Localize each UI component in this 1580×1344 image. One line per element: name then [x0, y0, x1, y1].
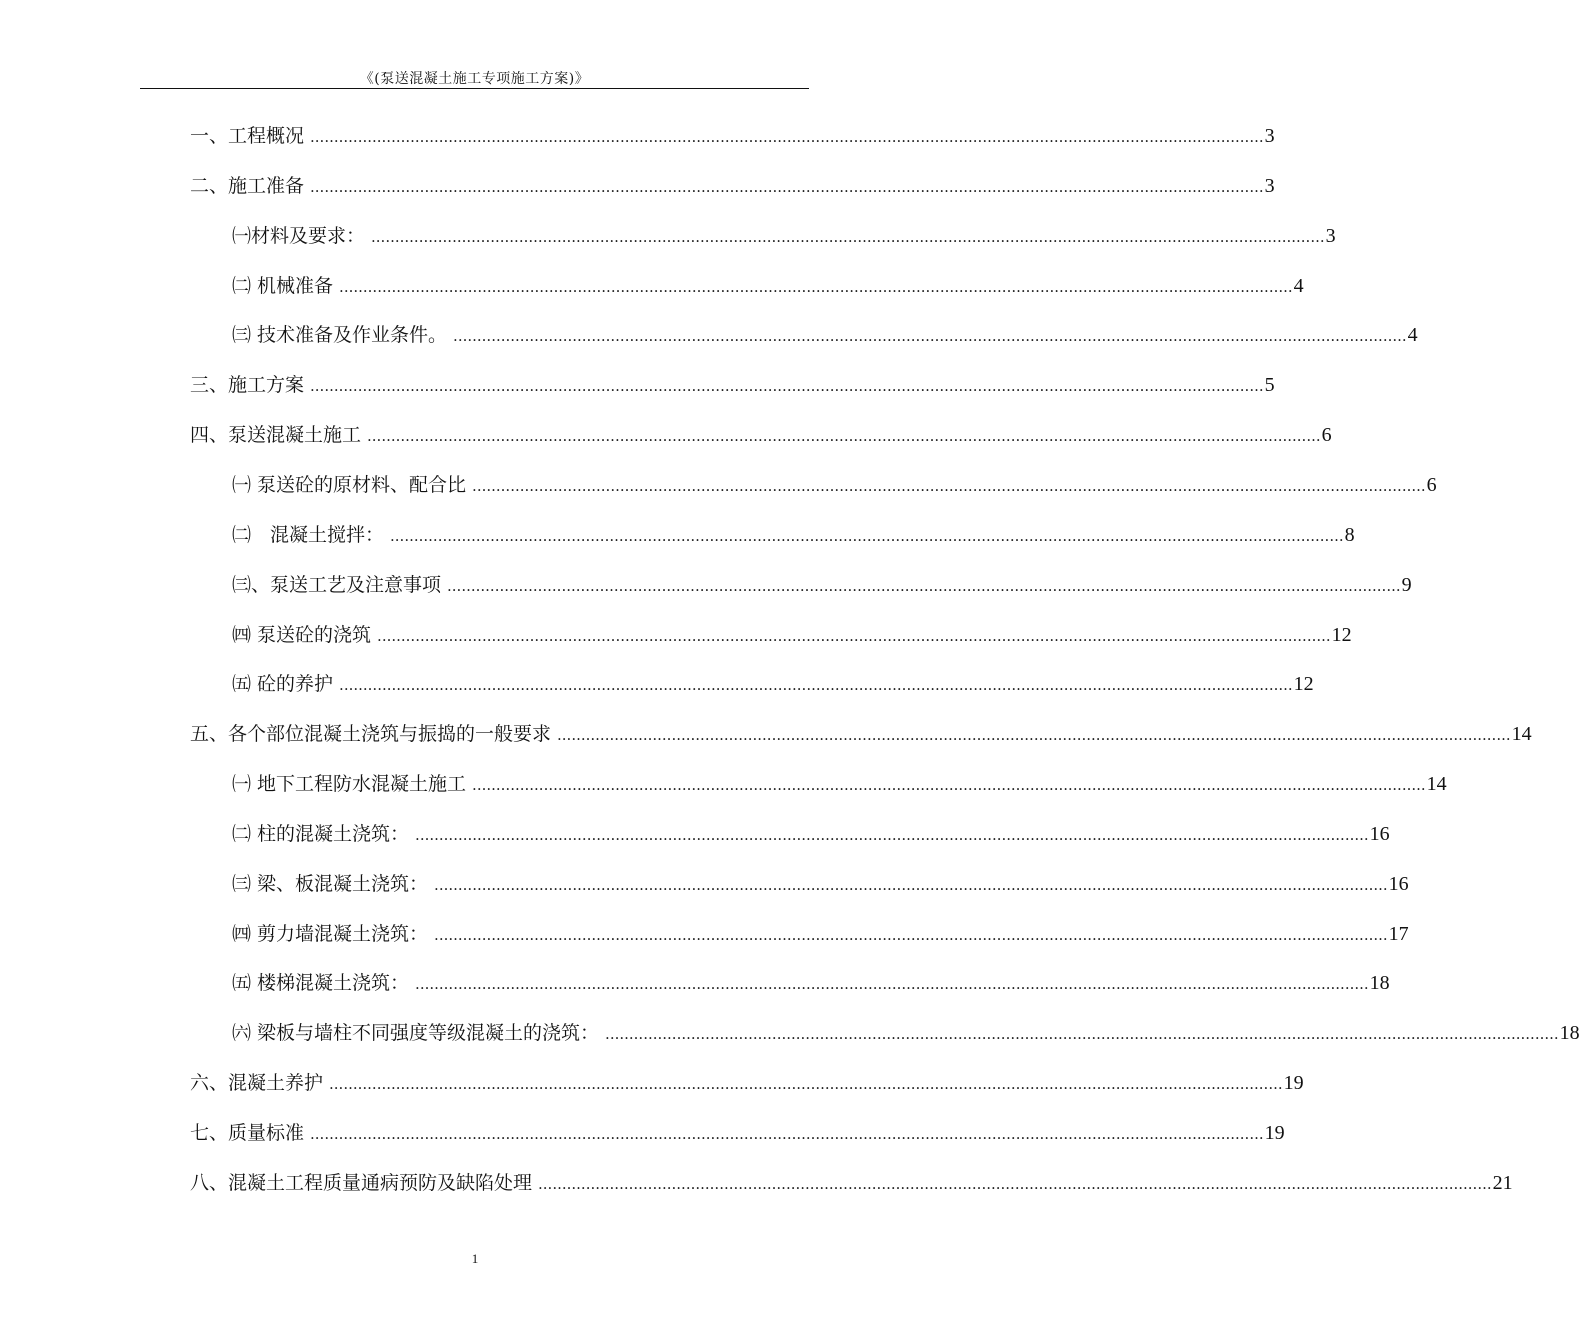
toc-entry[interactable] — [232, 622, 1352, 648]
toc-entry-page: 6 — [1426, 474, 1437, 496]
toc-entry-page: 14 — [1426, 773, 1447, 795]
toc-entry-title: 五、各个部位混凝土浇筑与振捣的一般要求 — [190, 723, 552, 745]
toc-entry-title: 七、质量标准 — [190, 1122, 305, 1144]
toc-entry[interactable] — [190, 123, 1275, 149]
toc-entry-title: ㈡ 混凝土搅拌： — [232, 524, 385, 546]
toc-dot-leader: ........................................................................................................................................................................................................ — [447, 577, 1401, 595]
toc-dot-leader: ........................................................................................................................................................................................................ — [339, 676, 1293, 694]
toc-dot-leader: ........................................................................................................................................................................................................ — [377, 627, 1331, 645]
toc-entry-page: 21 — [1492, 1172, 1513, 1194]
toc-dot-leader: ........................................................................................................................................................................................................ — [415, 826, 1369, 844]
toc-entry-title: ㈢ 技术准备及作业条件。 — [232, 324, 448, 346]
toc-entry[interactable] — [190, 1170, 1513, 1196]
toc-entry-title: ㈡ 机械准备 — [232, 275, 334, 297]
toc-dot-leader: ........................................................................................................................................................................................................ — [310, 1125, 1264, 1143]
toc-entry-page: 17 — [1388, 923, 1409, 945]
page-number: 1 — [471, 1251, 479, 1266]
toc-dot-leader: ........................................................................................................................................................................................................ — [390, 527, 1344, 545]
toc-entry-title: ㈣ 剪力墙混凝土浇筑： — [232, 923, 429, 945]
page-header: 《(泵送混凝土施工专项施工方案)》 — [359, 71, 590, 87]
toc-entry[interactable] — [190, 1070, 1304, 1096]
toc-entry-page: 6 — [1321, 424, 1332, 446]
toc-entry-title: 六、混凝土养护 — [190, 1072, 324, 1094]
toc-entry-page: 18 — [1559, 1022, 1580, 1044]
toc-entry-page: 14 — [1511, 723, 1532, 745]
toc-dot-leader: ........................................................................................................................................................................................................ — [434, 926, 1388, 944]
toc-entry-page: 4 — [1293, 275, 1304, 297]
toc-entry-title: ㈡ 柱的混凝土浇筑： — [232, 823, 410, 845]
toc-entry-page: 19 — [1283, 1072, 1304, 1094]
toc-entry-page: 18 — [1369, 972, 1390, 994]
toc-entry[interactable] — [190, 721, 1532, 747]
toc-entry-title: ㈢、泵送工艺及注意事项 — [232, 574, 442, 596]
toc-dot-leader: ........................................................................................................................................................................................................ — [434, 876, 1388, 894]
toc-entry[interactable] — [232, 771, 1447, 797]
toc-entry-title: 四、泵送混凝土施工 — [190, 424, 362, 446]
toc-dot-leader: ........................................................................................................................................................................................................ — [367, 427, 1321, 445]
toc-entry-title: ㈤ 楼梯混凝土浇筑： — [232, 972, 410, 994]
toc-dot-leader: ........................................................................................................................................................................................................ — [557, 726, 1511, 744]
toc-dot-leader: ........................................................................................................................................................................................................ — [339, 278, 1293, 296]
toc-entry-title: ㈣ 泵送砼的浇筑 — [232, 624, 372, 646]
toc-entry[interactable] — [232, 1020, 1580, 1046]
toc-entry[interactable] — [232, 821, 1390, 847]
toc-entry-page: 12 — [1331, 624, 1352, 646]
toc-entry-title: 八、混凝土工程质量通病预防及缺陷处理 — [190, 1172, 533, 1194]
toc-dot-leader: ........................................................................................................................................................................................................ — [371, 228, 1325, 246]
toc-entry-page: 3 — [1325, 225, 1336, 247]
toc-entry-page: 5 — [1264, 374, 1275, 396]
toc-dot-leader: ........................................................................................................................................................................................................ — [538, 1175, 1492, 1193]
toc-entry-page: 3 — [1264, 175, 1275, 197]
toc-entry[interactable] — [232, 671, 1314, 697]
toc-entry-title: ㈠ 地下工程防水混凝土施工 — [232, 773, 467, 795]
toc-entry[interactable] — [232, 871, 1409, 897]
toc-entry-page: 16 — [1369, 823, 1390, 845]
toc-entry-title: ㈤ 砼的养护 — [232, 673, 334, 695]
toc-dot-leader: ........................................................................................................................................................................................................ — [415, 975, 1369, 993]
toc-entry-page: 12 — [1293, 673, 1314, 695]
toc-entry-page: 8 — [1344, 524, 1355, 546]
toc-entry-title: 一、工程概况 — [190, 125, 305, 147]
toc-dot-leader: ........................................................................................................................................................................................................ — [453, 327, 1407, 345]
toc-dot-leader: ........................................................................................................................................................................................................ — [310, 377, 1264, 395]
toc-dot-leader: ........................................................................................................................................................................................................ — [472, 477, 1426, 495]
toc-entry[interactable] — [232, 472, 1437, 498]
toc-dot-leader: ........................................................................................................................................................................................................ — [329, 1075, 1283, 1093]
toc-entry[interactable] — [232, 970, 1390, 996]
toc-dot-leader: ........................................................................................................................................................................................................ — [472, 776, 1426, 794]
toc-entry-page: 16 — [1388, 873, 1409, 895]
toc-entry-title: ㈠ 泵送砼的原材料、配合比 — [232, 474, 467, 496]
toc-entry[interactable] — [190, 173, 1275, 199]
toc-entry-page: 4 — [1407, 324, 1418, 346]
toc-entry[interactable] — [190, 422, 1332, 448]
toc-entry-page: 3 — [1264, 125, 1275, 147]
toc-entry[interactable] — [232, 223, 1336, 249]
toc-entry[interactable] — [232, 572, 1412, 598]
toc-entry[interactable] — [190, 1120, 1285, 1146]
toc-dot-leader: ........................................................................................................................................................................................................ — [310, 178, 1264, 196]
toc-entry-page: 9 — [1401, 574, 1412, 596]
toc-entry[interactable] — [232, 522, 1355, 548]
toc-dot-leader: ........................................................................................................................................................................................................ — [605, 1025, 1559, 1043]
toc-entry[interactable] — [232, 921, 1409, 947]
toc-entry-title: 三、施工方案 — [190, 374, 305, 396]
toc-entry[interactable] — [232, 322, 1418, 348]
toc-dot-leader: ........................................................................................................................................................................................................ — [310, 128, 1264, 146]
toc-entry[interactable] — [190, 372, 1275, 398]
toc-entry-title: 二、施工准备 — [190, 175, 305, 197]
toc-entry[interactable] — [232, 273, 1304, 299]
toc-entry-title: ㈢ 梁、板混凝土浇筑： — [232, 873, 429, 895]
toc-entry-title: ㈥ 梁板与墙柱不同强度等级混凝土的浇筑： — [232, 1022, 600, 1044]
toc-entry-page: 19 — [1264, 1122, 1285, 1144]
toc-entry-title: ㈠材料及要求： — [232, 225, 366, 247]
